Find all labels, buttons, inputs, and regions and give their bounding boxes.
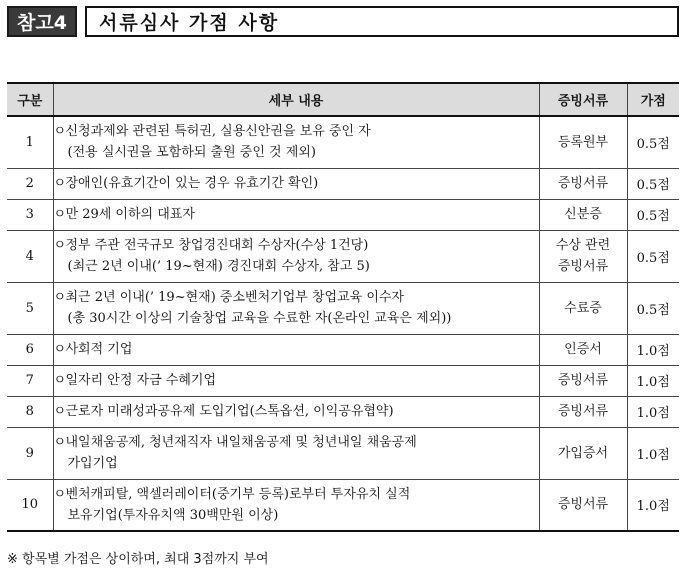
- bullet-icon: ㅇ: [53, 373, 67, 388]
- row-required-document: [539, 427, 627, 479]
- table-body: [7, 116, 679, 531]
- detail-line: 최근 2년 이내(’ 19~현재) 중소벤처기업부 창업교육 이수자: [65, 290, 404, 305]
- table-row: [7, 168, 679, 199]
- detail-line: 근로자 미래성과공유제 도입기업(스톡옵션, 이익공유협약): [65, 404, 394, 419]
- column-header-details: 세부 내용: [53, 83, 539, 116]
- document-line: 증빙서류: [557, 176, 609, 191]
- row-required-document: [539, 116, 627, 168]
- reference-badge: 참고4: [7, 6, 77, 37]
- bullet-icon: ㅇ: [53, 290, 67, 305]
- row-required-document: [539, 282, 627, 334]
- row-detail: [53, 230, 539, 282]
- table-header-row: [7, 83, 679, 116]
- table-row: [7, 334, 679, 365]
- document-line: 증빙서류: [557, 373, 609, 388]
- row-points: 0.5점: [627, 282, 679, 334]
- row-number: 10: [7, 479, 53, 531]
- table-row: [7, 479, 679, 531]
- bullet-icon: ㅇ: [53, 342, 67, 357]
- section-title: 서류심사 가점 사항: [85, 6, 679, 37]
- table-row: [7, 230, 679, 282]
- row-points: 1.0점: [627, 334, 679, 365]
- document-line: 증빙서류: [557, 259, 609, 274]
- row-number: 9: [7, 427, 53, 479]
- document-line: 증빙서류: [557, 497, 609, 513]
- row-required-document: [539, 479, 627, 531]
- bullet-icon: ㅇ: [53, 176, 67, 191]
- column-header-documents: 증빙서류: [539, 83, 627, 116]
- table-row: [7, 116, 679, 168]
- row-points: 0.5점: [627, 230, 679, 282]
- row-number: 1: [7, 116, 53, 168]
- detail-line: 가입기업: [67, 456, 118, 471]
- document-line: 등록원부: [557, 134, 609, 150]
- row-detail: [53, 396, 539, 427]
- detail-line: (최근 2년 이내(’ 19~현재) 경진대회 수상자, 참고 5): [67, 259, 370, 274]
- section-header: [7, 6, 679, 37]
- detail-line: 장애인(유효기간이 있는 경우 유효기간 확인): [65, 176, 319, 191]
- table-row: [7, 396, 679, 427]
- row-detail: [53, 479, 539, 531]
- detail-line: (총 30시간 이상의 기술창업 교육을 수료한 자(온라인 교육은 제외)): [67, 311, 452, 326]
- row-detail: [53, 427, 539, 479]
- detail-line: 만 29세 이하의 대표자: [65, 207, 195, 222]
- document-line: 인증서: [564, 342, 602, 357]
- document-line: 수상 관련: [555, 238, 611, 253]
- row-number: 2: [7, 168, 53, 199]
- column-header-points: 가점: [627, 83, 679, 116]
- row-detail: [53, 168, 539, 199]
- row-points: 0.5점: [627, 168, 679, 199]
- column-header-category: 구분: [7, 83, 53, 116]
- row-required-document: [539, 365, 627, 396]
- row-number: 7: [7, 365, 53, 396]
- document-line: 증빙서류: [557, 404, 609, 419]
- row-points: 1.0점: [627, 479, 679, 531]
- table-row: [7, 365, 679, 396]
- row-required-document: [539, 199, 627, 230]
- row-points: 1.0점: [627, 365, 679, 396]
- detail-line: 정부 주관 전국규모 창업경진대회 수상자(수상 1건당): [65, 238, 369, 253]
- row-detail: [53, 282, 539, 334]
- row-required-document: [539, 334, 627, 365]
- bullet-icon: ㅇ: [53, 486, 67, 502]
- row-number: 6: [7, 334, 53, 365]
- document-line: 신분증: [564, 207, 602, 222]
- detail-line: 벤처캐피탈, 액셀러레이터(중기부 등록)로부터 투자유치 실적: [65, 486, 411, 502]
- row-required-document: [539, 396, 627, 427]
- row-points: 0.5점: [627, 199, 679, 230]
- row-number: 3: [7, 199, 53, 230]
- footnote: ※ 항목별 가점은 상이하며, 최대 3점까지 부여: [7, 552, 269, 567]
- detail-line: 사회적 기업: [65, 342, 133, 357]
- row-points: 1.0점: [627, 396, 679, 427]
- row-detail: [53, 199, 539, 230]
- detail-line: 신청과제와 관련된 특허권, 실용신안권을 보유 중인 자: [65, 124, 371, 140]
- bullet-icon: ㅇ: [53, 435, 67, 450]
- row-detail: [53, 365, 539, 396]
- row-number: 8: [7, 396, 53, 427]
- row-detail: [53, 334, 539, 365]
- bullet-icon: ㅇ: [53, 404, 67, 419]
- bullet-icon: ㅇ: [53, 207, 67, 222]
- row-required-document: [539, 168, 627, 199]
- row-number: 4: [7, 230, 53, 282]
- bullet-icon: ㅇ: [53, 124, 67, 140]
- row-number: 5: [7, 282, 53, 334]
- table-row: [7, 427, 679, 479]
- detail-line: 보유기업(투자유치액 30백만원 이상): [67, 507, 279, 523]
- table-row: [7, 199, 679, 230]
- bonus-points-table: [7, 82, 679, 532]
- table-row: [7, 282, 679, 334]
- row-points: 0.5점: [627, 116, 679, 168]
- row-points: 1.0점: [627, 427, 679, 479]
- document-line: 수료증: [564, 300, 602, 316]
- row-detail: [53, 116, 539, 168]
- bullet-icon: ㅇ: [53, 238, 67, 253]
- row-required-document: [539, 230, 627, 282]
- detail-line: 일자리 안정 자금 수혜기업: [65, 373, 217, 388]
- document-line: 가입증서: [557, 445, 609, 461]
- detail-line: 내일채움공제, 청년재직자 내일채움공제 및 청년내일 채움공제: [65, 435, 417, 450]
- detail-line: (전용 실시권을 포함하되 출원 중인 것 제외): [67, 145, 316, 161]
